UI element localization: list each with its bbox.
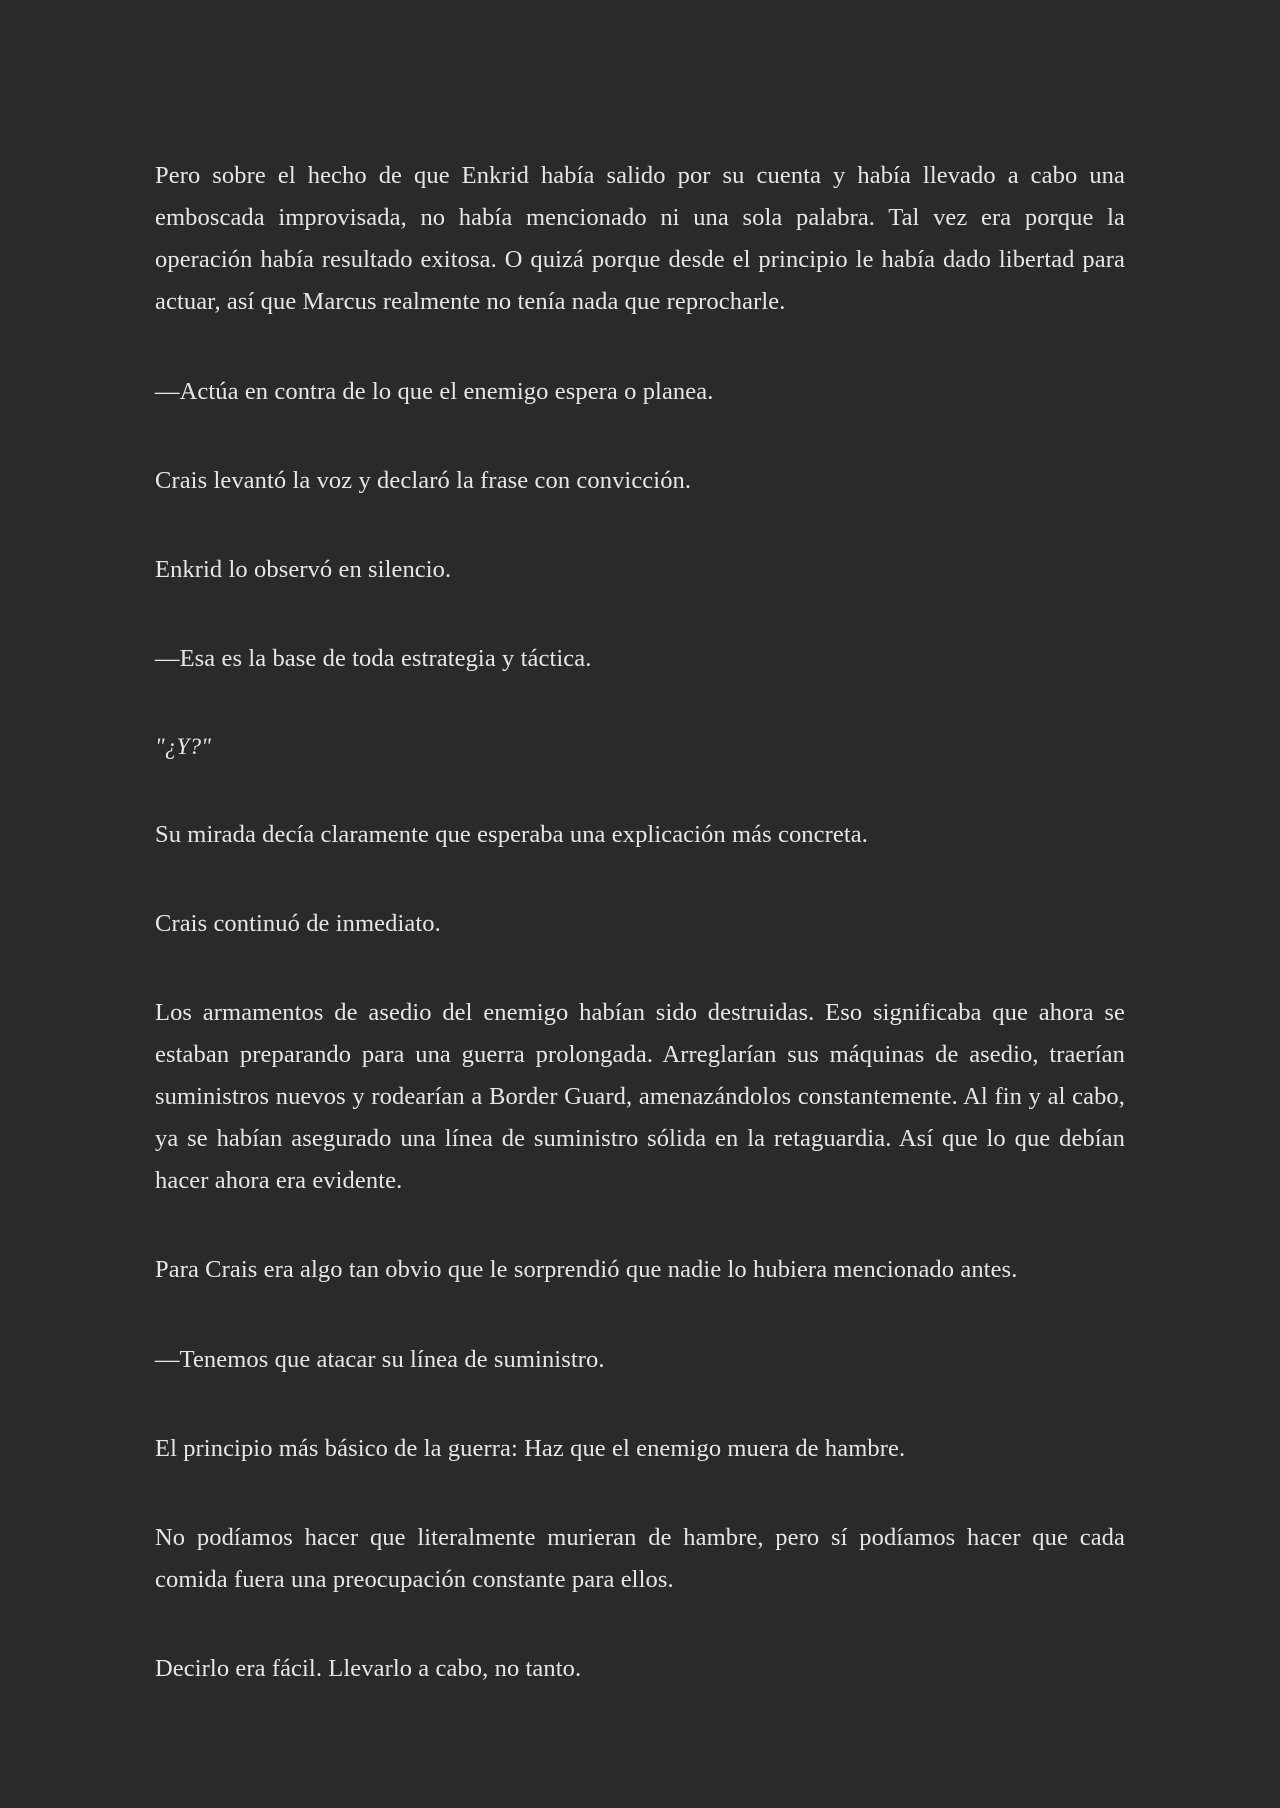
paragraph-4: No podíamos hacer que literalmente murieran de hambre, pero sí podíamos hacer que cada comida fuera una preocupación constante para ellos. bbox=[155, 1523, 1125, 1593]
narration-line-2: Enkrid lo observó en silencio. bbox=[155, 555, 452, 583]
italic-quote-line: "¿Y?" bbox=[155, 734, 212, 759]
document-body bbox=[155, 155, 1125, 1690]
narration-line-1: Crais levantó la voz y declaró la frase con convicción. bbox=[155, 466, 692, 494]
paragraph-2: Los armamentos de asedio del enemigo habían sido destruidas. Eso significaba que ahora se estaban preparando para una guerra prolongada. Arreglarían sus máquinas de asedio, traerían suministros nuevos y rodearían a Border Guard, amenazándolos constantemente. Al fin y al cabo, ya se habían asegurado una línea de suministro sólida en la retaguardia. Así que lo que debían hacer ahora era evidente. bbox=[155, 998, 1125, 1195]
narration-line-3: Su mirada decía claramente que esperaba una explicación más concreta. bbox=[155, 820, 868, 848]
paragraph-1: Pero sobre el hecho de que Enkrid había salido por su cuenta y había llevado a cabo una emboscada improvisada, no había mencionado ni una sola palabra. Tal vez era porque la operación había resultado exitosa. O quizá porque desde el principio le había dado libertad para actuar, así que Marcus realmente no tenía nada que reprocharle. bbox=[155, 162, 1125, 316]
dialogue-line-2: —Esa es la base de toda estrategia y táctica. bbox=[155, 644, 592, 672]
narration-line-6: Decirlo era fácil. Llevarlo a cabo, no tanto. bbox=[155, 1655, 582, 1683]
narration-line-5: El principio más básico de la guerra: Haz que el enemigo muera de hambre. bbox=[155, 1434, 906, 1462]
narration-line-4: Crais continuó de inmediato. bbox=[155, 909, 441, 937]
paragraph-3: Para Crais era algo tan obvio que le sorprendió que nadie lo hubiera mencionado antes. bbox=[155, 1256, 1018, 1284]
dialogue-line-1: —Actúa en contra de lo que el enemigo espera o planea. bbox=[155, 377, 714, 405]
dialogue-line-3: —Tenemos que atacar su línea de suministro. bbox=[155, 1345, 605, 1373]
